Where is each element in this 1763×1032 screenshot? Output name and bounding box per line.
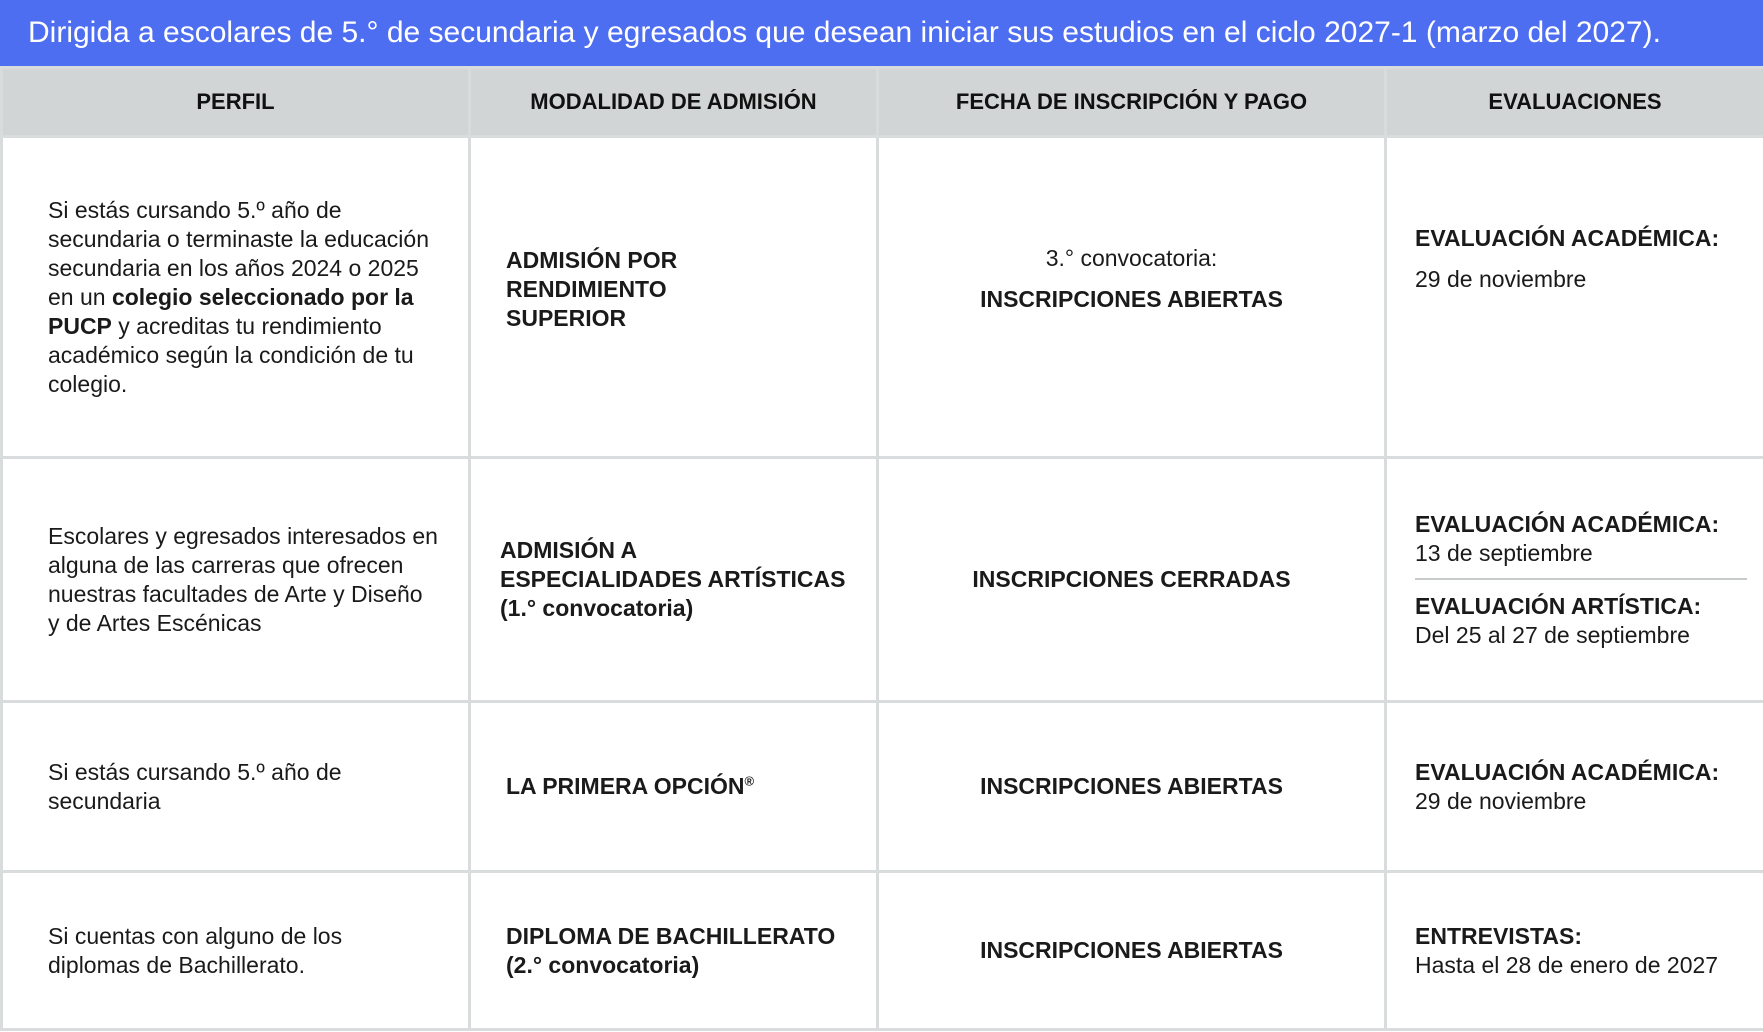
header-perfil: PERFIL — [2, 68, 470, 137]
modality-line: ESPECIALIDADES ARTÍSTICAS — [500, 566, 846, 592]
registration-cell — [878, 458, 1386, 702]
modality-line: (1.° convocatoria) — [500, 595, 694, 621]
evaluation-date: 13 de septiembre — [1415, 539, 1593, 566]
modality-cell — [470, 702, 878, 872]
modality-line: ADMISIÓN A — [500, 537, 638, 563]
registration-status: INSCRIPCIONES ABIERTAS — [980, 937, 1283, 963]
evaluation-date: Del 25 al 27 de septiembre — [1415, 621, 1690, 648]
evaluation-divider — [1415, 578, 1747, 580]
intro-banner — [0, 0, 1763, 66]
header-modalidad: MODALIDAD DE ADMISIÓN — [470, 68, 878, 137]
profile-cell — [2, 458, 470, 702]
evaluation-cell — [1386, 702, 1763, 872]
evaluation-title: EVALUACIÓN ACADÉMICA: — [1415, 510, 1720, 537]
call-label: 3.° convocatoria: — [1045, 245, 1218, 271]
modality-cell — [470, 872, 878, 1030]
registration-cell — [878, 872, 1386, 1030]
evaluation-title: EVALUACIÓN ACADÉMICA: — [1415, 225, 1720, 251]
intro-banner-text: Dirigida a escolares de 5.° de secundaria y egresados que desean iniciar sus estudios en el ciclo 2027-1 (marzo del 2027). — [28, 16, 1661, 49]
modality-line: RENDIMIENTO — [506, 275, 667, 302]
profile-highlight: colegio seleccionado por la PUCP — [48, 283, 414, 339]
admission-table — [0, 66, 1763, 1031]
registration-cell — [878, 702, 1386, 872]
profile-text: Si estás cursando 5.º año de secundaria o terminaste la educación secundaria en los años 2024 o 2025 en un — [48, 196, 430, 310]
evaluation-cell — [1386, 137, 1763, 458]
profile-cell — [2, 137, 470, 458]
table-row — [2, 872, 1763, 1030]
evaluation-title: EVALUACIÓN ARTÍSTICA: — [1415, 592, 1702, 619]
profile-text-continued: y acreditas tu rendimiento académico según la condición de tu colegio. — [48, 312, 414, 397]
profile-text: Si estás cursando 5.º año de secundaria — [48, 758, 342, 814]
modality-line: ADMISIÓN POR — [506, 246, 678, 273]
evaluation-title: EVALUACIÓN ACADÉMICA: — [1415, 758, 1720, 785]
registered-mark: ® — [744, 773, 755, 789]
registration-cell — [878, 137, 1386, 458]
table-row — [2, 137, 1763, 458]
table-header-row — [2, 68, 1763, 137]
evaluation-date: 29 de noviembre — [1415, 266, 1587, 292]
evaluation-cell — [1386, 458, 1763, 702]
header-evaluaciones: EVALUACIONES — [1386, 68, 1763, 137]
profile-text: Si cuentas con alguno de los diplomas de Bachillerato. — [48, 922, 343, 978]
modality-line: DIPLOMA DE BACHILLERATO — [506, 922, 836, 949]
evaluation-date: 29 de noviembre — [1415, 787, 1587, 814]
table-row — [2, 702, 1763, 872]
evaluation-date: Hasta el 28 de enero de 2027 — [1415, 951, 1719, 978]
header-fecha: FECHA DE INSCRIPCIÓN Y PAGO — [878, 68, 1386, 137]
registration-status: INSCRIPCIONES CERRADAS — [972, 566, 1291, 592]
evaluation-title: ENTREVISTAS: — [1415, 922, 1582, 949]
profile-text: Escolares y egresados interesados en alguna de las carreras que ofrecen nuestras facultades de Arte y Diseño y de Artes Escénicas — [48, 522, 438, 636]
table-row — [2, 458, 1763, 702]
modality-line: LA PRIMERA OPCIÓN — [506, 773, 745, 799]
profile-cell — [2, 702, 470, 872]
profile-cell — [2, 872, 470, 1030]
modality-line: SUPERIOR — [506, 304, 627, 331]
modality-cell — [470, 458, 878, 702]
evaluation-cell — [1386, 872, 1763, 1030]
registration-status: INSCRIPCIONES ABIERTAS — [980, 286, 1283, 312]
registration-status: INSCRIPCIONES ABIERTAS — [980, 773, 1283, 799]
modality-line: (2.° convocatoria) — [506, 951, 700, 978]
modality-cell — [470, 137, 878, 458]
